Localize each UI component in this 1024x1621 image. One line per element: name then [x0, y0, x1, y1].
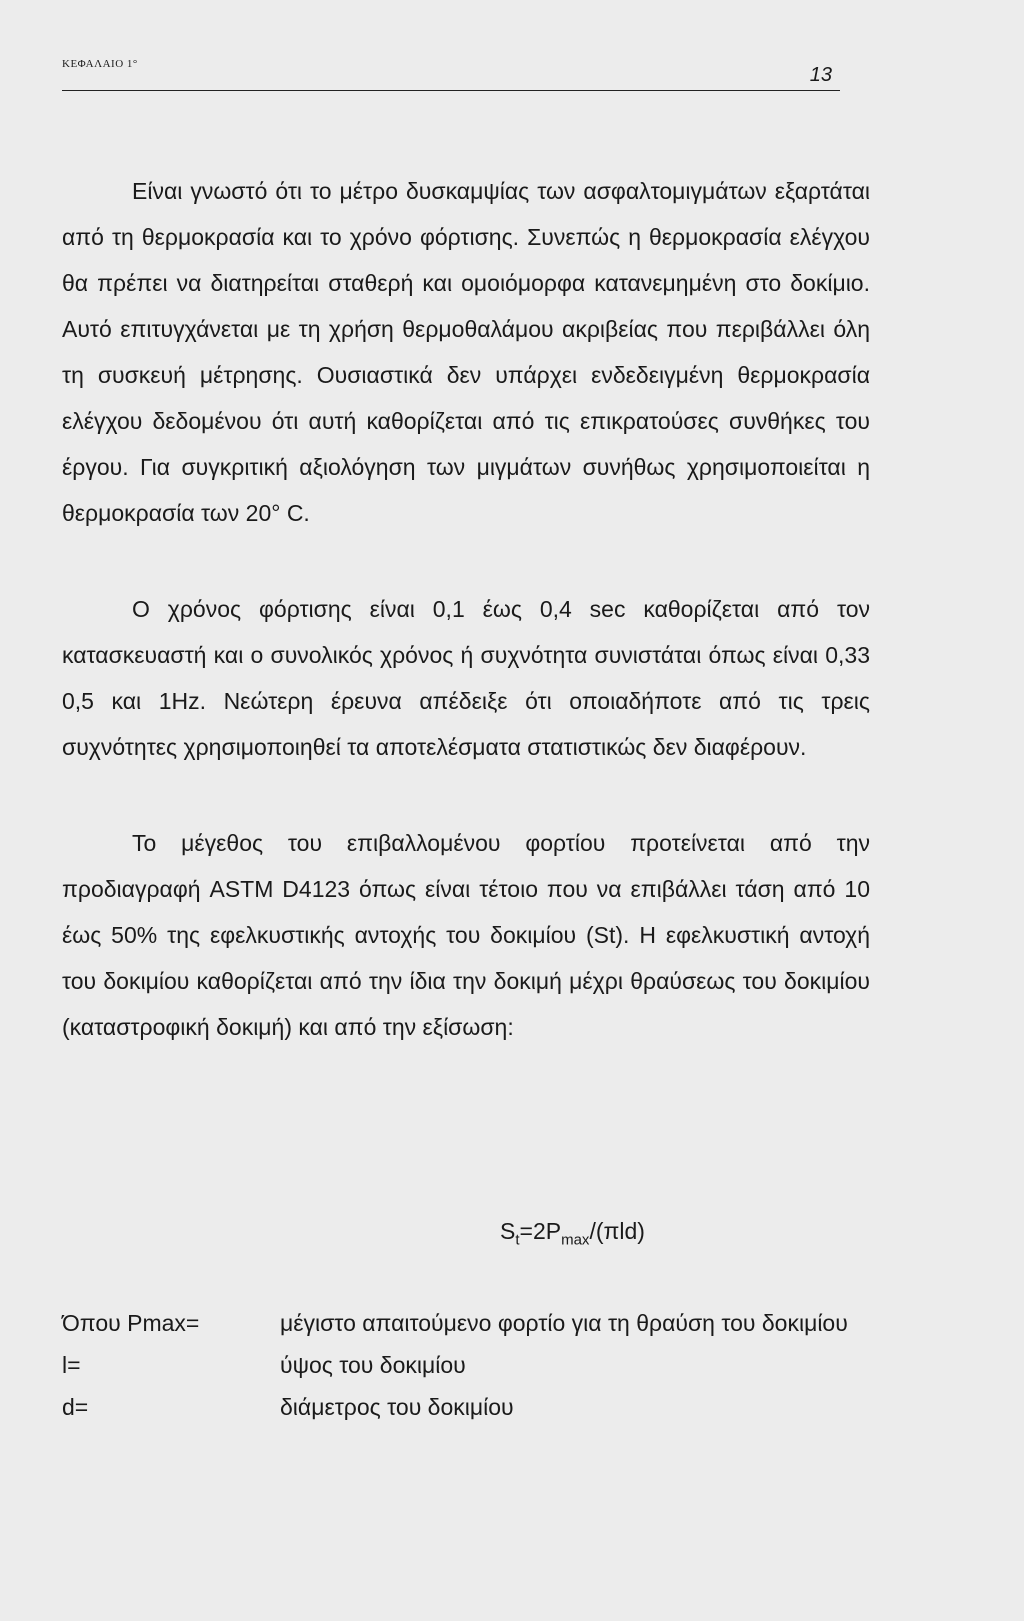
- equation-lhs-subscript: t: [515, 1231, 520, 1249]
- equation-rhs: /(πld): [589, 1218, 645, 1244]
- definitions-list: [62, 1302, 882, 1428]
- equation-mid: =2P: [519, 1218, 562, 1244]
- body-text: [62, 168, 870, 1050]
- definition-symbol: d=: [62, 1394, 89, 1420]
- definition-row: [62, 1386, 882, 1428]
- paragraph-1: Είναι γνωστό ότι το μέτρο δυσκαμψίας των ασφαλτομιγμάτων εξαρτάται από τη θερμοκρασία και το χρόνο φόρτισης. Συνεπώς η θερμοκρασία ελέγχου θα πρέπει να διατηρείται σταθερή και ομοιόμορφα κατανεμημένη στο δοκίμιο. Αυτό επιτυγχάνεται με τη χρήση θερμοθαλάμου ακριβείας που περιβάλλει όλη τη συσκευή μέτρησης. Ουσιαστικά δεν υπάρχει ενδεδειγμένη θερμοκρασία ελέγχου δεδομένου ότι αυτή καθορίζεται από τις επικρατούσες συνθήκες του έργου. Για συγκριτική αξιολόγηση των μιγμάτων συνήθως χρησιμοποιείται η θερμοκρασία των 20° C.: [62, 178, 870, 526]
- definition-symbol: l=: [62, 1352, 81, 1378]
- chapter-label: ΚΕΦΑΛΑΙΟ 1°: [62, 58, 138, 70]
- definition-row: [62, 1302, 882, 1344]
- equation-mid-subscript: max: [561, 1231, 590, 1249]
- definition-description: ύψος του δοκιμίου: [280, 1352, 466, 1378]
- definition-row: [62, 1344, 882, 1386]
- equation: [500, 1218, 645, 1249]
- equation-lhs: S: [500, 1218, 516, 1244]
- paragraph-3: Το μέγεθος του επιβαλλομένου φορτίου προτείνεται από την προδιαγραφή ASTM D4123 όπως είναι τέτοιο που να επιβάλλει τάση από 10 έως 50% της εφελκυστικής αντοχής του δοκιμίου (St). Η εφελκυστική αντοχή του δοκιμίου καθορίζεται από την ίδια την δοκιμή μέχρι θραύσεως του δοκιμίου (καταστροφική δοκιμή) και από την εξίσωση:: [62, 830, 870, 1040]
- page-header: [62, 52, 840, 91]
- page-number: 13: [809, 64, 832, 86]
- paragraph-2: Ο χρόνος φόρτισης είναι 0,1 έως 0,4 sec καθορίζεται από τον κατασκευαστή και ο συνολικός χρόνος ή συχνότητα συνιστάται όπως είναι 0,33 0,5 και 1Hz. Νεώτερη έρευνα απέδειξε ότι οποιαδήποτε από τις τρεις συχνότητες χρησιμοποιηθεί τα αποτελέσματα στατιστικώς δεν διαφέρουν.: [62, 596, 870, 760]
- definition-description: μέγιστο απαιτούμενο φορτίο για τη θραύση του δοκιμίου: [280, 1310, 848, 1336]
- definition-description: διάμετρος του δοκιμίου: [280, 1394, 514, 1420]
- definition-symbol: Όπου Pmax=: [62, 1310, 200, 1336]
